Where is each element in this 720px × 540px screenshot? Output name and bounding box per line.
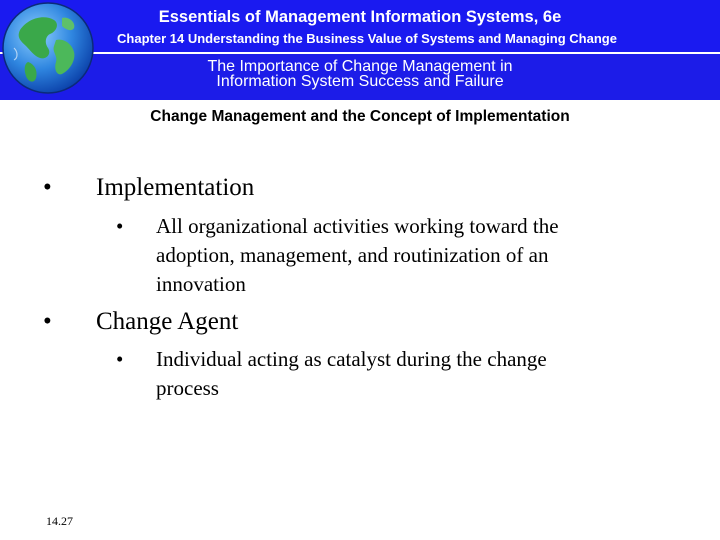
sub-bullet-marker: • [116,214,124,238]
definition-line: process [156,376,219,400]
definition-line: All organizational activities working toward the [156,214,559,238]
book-title: Essentials of Management Information Systems, 6e [158,8,562,26]
bullet-definition [156,212,559,299]
slide-number: 14.27 [46,514,73,528]
bullet-marker: • [43,308,52,335]
section-title-line: Information System Success and Failure [216,73,504,90]
chapter-title: Chapter 14 Understanding the Business Value of Systems and Managing Change [117,31,617,46]
bullet-term: Change Agent [96,308,239,335]
definition-line: adoption, management, and routinization of an [156,243,549,267]
slide-subtitle: Change Management and the Concept of Implementation [150,108,570,125]
bullet-marker: • [43,174,52,201]
header-band [0,0,720,100]
section-title [100,59,620,89]
sub-bullet-marker: • [116,347,124,371]
bullet-term: Implementation [96,174,255,201]
bullet-definition [156,345,547,403]
definition-line: Individual acting as catalyst during the change [156,347,547,371]
definition-line: innovation [156,272,246,296]
section-title-line: The Importance of Change Management in [207,58,513,75]
